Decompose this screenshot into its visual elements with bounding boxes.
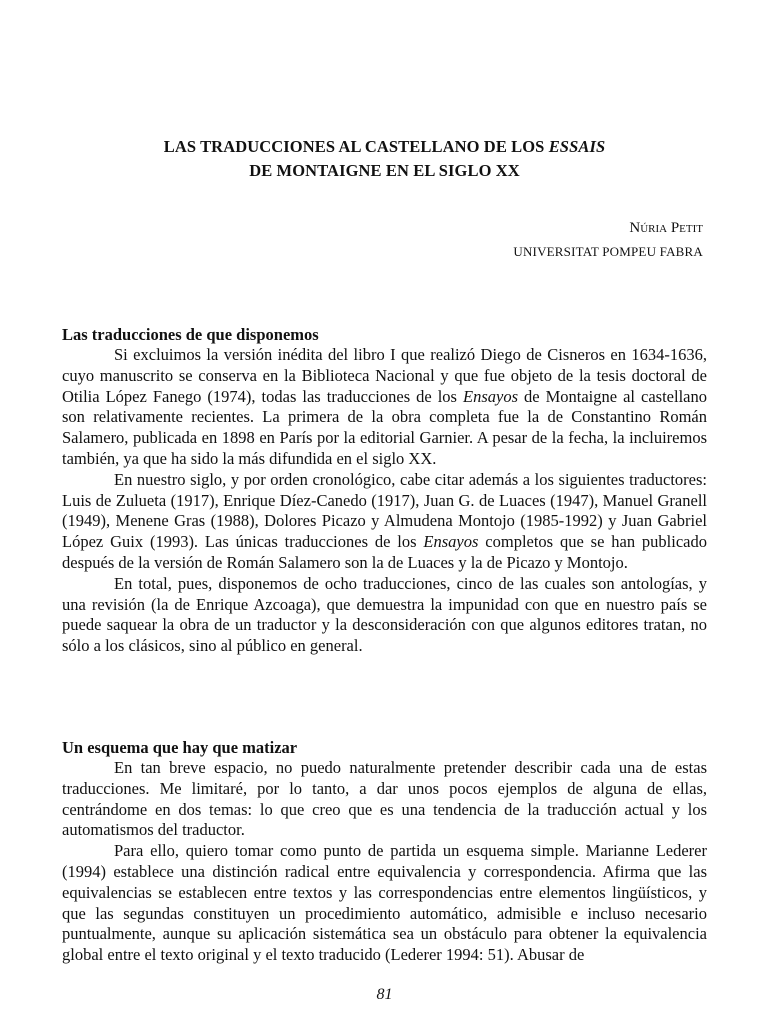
paragraph-text: En total, pues, disponemos de ocho traducciones, cinco de las cuales son antologías, y una revisión (la de Enrique Azcoaga), que demuestra la impunidad con que en nuestro país se puede saquear la obra de un traductor y la desconsideración con que algunos editores tratan, no sólo a los clásicos, sino al público en general. xyxy=(62,573,707,656)
section-heading: Las traducciones de que disponemos xyxy=(62,325,319,344)
paragraph xyxy=(62,758,707,841)
paragraph-text: de Montaigne al castellano son relativamente recientes. La primera de la obra completa fue la de Constantino Román Salamero, publicada en 1898 en París por la editorial Garnier. A pesar de la fecha, la incluiremos también, ya que ha sido la más difundida en el siglo XX. xyxy=(62,386,707,468)
title-italic-essais: ESSAIS xyxy=(548,137,606,156)
title-line-1 xyxy=(62,135,707,159)
paragraph-text: completos que se han publicado después de la versión de Román Salamero son la de Luaces y la de Picazo y Montojo. xyxy=(62,532,708,572)
title-line-1-text: LAS TRADUCCIONES AL CASTELLANO DE LOS xyxy=(163,137,549,156)
italic-title: Ensayos xyxy=(423,532,479,552)
paragraph xyxy=(62,841,707,966)
paragraph-text: Si excluimos la versión inédita del libro I que realizó Diego de Cisneros en 1634-1636, cuyo manuscrito se conserva en la Biblioteca Nacional y que fue objeto de la tesis doctoral de Otilia López Fanego (1974), todas las traducciones de los xyxy=(62,345,707,406)
section-esquema xyxy=(62,738,707,966)
section-traducciones xyxy=(62,325,707,657)
paragraph-text: En nuestro siglo, y por orden cronológico, cabe citar además a los siguientes traductores: Luis de Zulueta (1917), Enrique Díez-Canedo (1917), Juan G. de Luaces (1947), Manuel Granell (1949), Menene Gras (1988), Dolores Picazo y Almudena Montojo (1985-1992) y Juan Gabriel López Guix (1993). Las únicas traducciones de los xyxy=(62,469,707,552)
paragraph xyxy=(62,574,707,657)
paragraph-text: En tan breve espacio, no puedo naturalmente pretender describir cada una de estas traducciones. Me limitaré, por lo tanto, a dar unos pocos ejemplos de alguna de ellas, centrándome en dos temas: lo que creo que es una tendencia de la traducción actual y los automatismos del traductor. xyxy=(62,758,707,840)
page-number: 81 xyxy=(376,986,393,1003)
section-heading: Un esquema que hay que matizar xyxy=(62,738,298,757)
italic-title: Ensayos xyxy=(463,386,518,406)
paragraph xyxy=(62,345,707,470)
article-title xyxy=(62,135,707,183)
author-block xyxy=(513,216,703,264)
author-institution: UNIVERSITAT POMPEU FABRA xyxy=(513,244,703,259)
author-name: Núria Petit xyxy=(629,220,703,236)
paragraph-text: Para ello, quiero tomar como punto de partida un esquema simple. Marianne Lederer (1994) establece una distinción radical entre equivalencia y correspondencia. Afirma que las equivalencias se establecen entre textos y las correspondencias entre elementos lingüísticos, y que las segundas constituyen un procedimiento automático, admisible e incluso necesario puntualmente, aunque su aplicación sistemática sea un obstáculo para obtener la equivalencia global entre el texto original y el texto traducido (Lederer 1994: 51). Abusar de xyxy=(62,841,707,965)
title-line-2: DE MONTAIGNE EN EL SIGLO XX xyxy=(249,161,520,180)
paragraph xyxy=(62,470,707,574)
page xyxy=(62,0,707,1024)
